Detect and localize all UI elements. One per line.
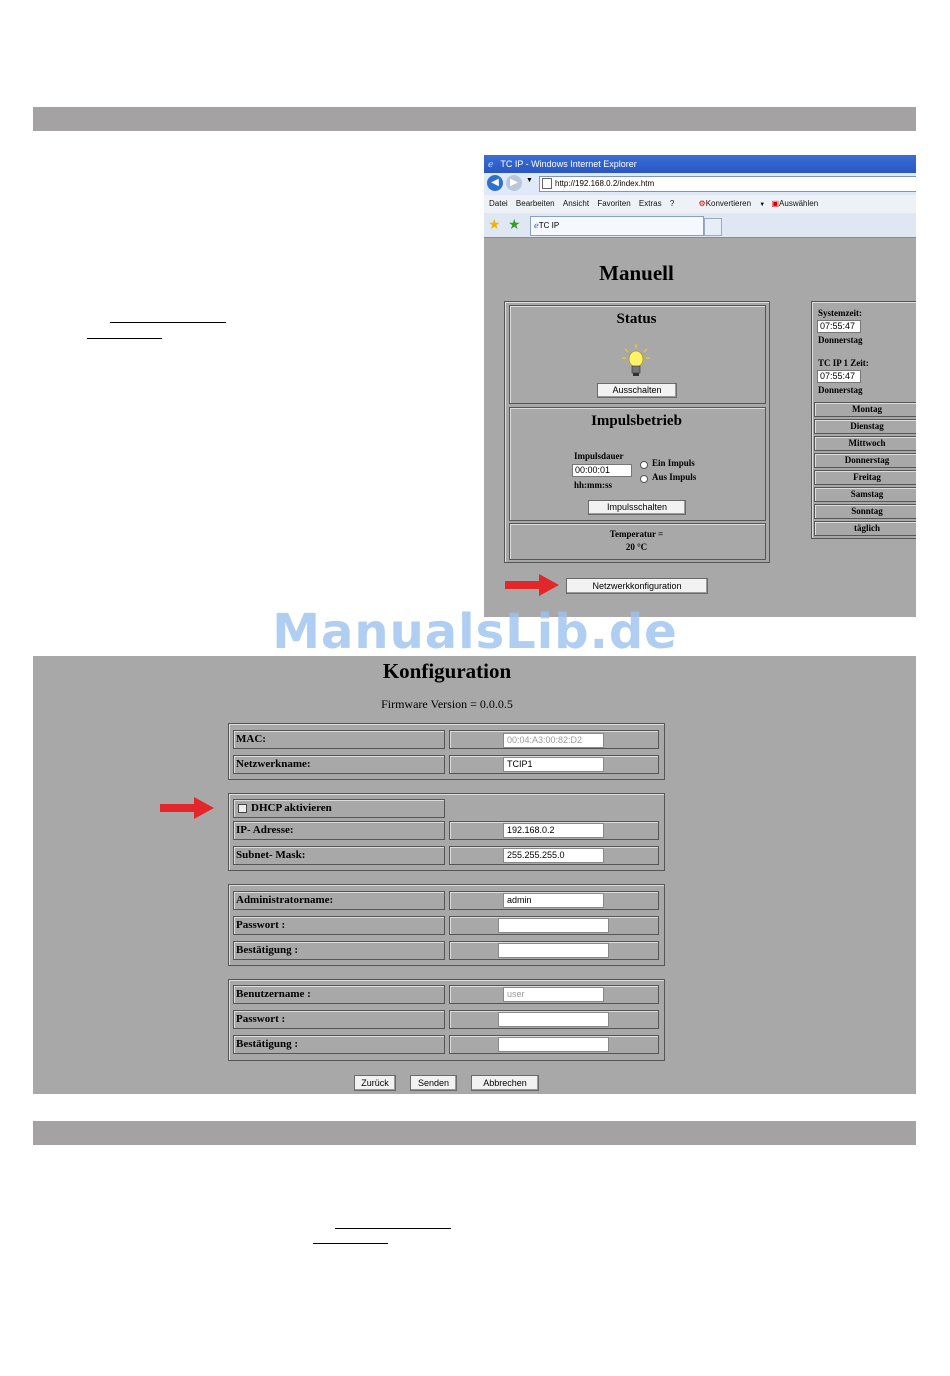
user-passwort-input[interactable] (498, 1012, 609, 1027)
status-title: Status (616, 311, 657, 327)
menu-item-help[interactable]: ? (669, 199, 675, 208)
abbrechen-button[interactable]: Abbrechen (471, 1075, 539, 1091)
page-icon (542, 178, 552, 189)
day-button-montag[interactable]: Montag (814, 402, 916, 417)
ausschalten-button[interactable]: Ausschalten (597, 383, 677, 398)
menu-item-extras[interactable]: Extras (638, 199, 662, 208)
ein-impuls-label: Ein Impuls (652, 458, 695, 468)
day-button-samstag[interactable]: Samstag (814, 487, 916, 502)
select-button[interactable]: Auswählen (779, 199, 819, 208)
convert-dropdown-icon[interactable]: ▼ (759, 202, 766, 208)
menu-item-favoriten[interactable]: Favoriten (597, 199, 631, 208)
menu-item-ansicht[interactable]: Ansicht (562, 199, 590, 208)
browser-tab[interactable] (530, 216, 704, 236)
user-bestaetigung-input[interactable] (498, 1037, 609, 1052)
footer-band (33, 1121, 916, 1145)
impulsschalten-button[interactable]: Impulsschalten (588, 500, 686, 515)
back-icon[interactable]: ◀ (487, 175, 503, 191)
admin-label: Administratorname: (233, 891, 445, 910)
underline-decoration (313, 1243, 388, 1244)
ip-input[interactable]: 192.168.0.2 (503, 823, 604, 838)
mac-label: MAC: (233, 730, 445, 749)
zurueck-button[interactable]: Zurück (354, 1075, 396, 1091)
firmware-version: Firmware Version = 0.0.0.5 (381, 697, 513, 711)
day-button-donnerstag[interactable]: Donnerstag (814, 453, 916, 468)
day-button-mittwoch[interactable]: Mittwoch (814, 436, 916, 451)
konfiguration-screenshot (33, 656, 916, 1094)
menu-item-bearbeiten[interactable]: Bearbeiten (515, 199, 555, 208)
temperature-line2: 20 °C (625, 542, 648, 552)
user-bestaetigung-label: Bestätigung : (233, 1035, 445, 1054)
dhcp-checkbox[interactable] (238, 804, 247, 813)
systemzeit-value: 07:55:47 (817, 320, 861, 333)
convert-button[interactable]: Konvertieren (705, 199, 752, 208)
tcip-zeit-label: TC IP 1 Zeit: (818, 358, 869, 368)
day-button-sonntag[interactable]: Sonntag (814, 504, 916, 519)
dropdown-icon[interactable]: ▼ (526, 177, 533, 184)
browser-title: TC IP - Windows Internet Explorer (500, 159, 637, 169)
favorites-bar (484, 213, 916, 238)
red-arrow-icon (505, 573, 559, 597)
underline-decoration (335, 1228, 451, 1229)
impulsdauer-input[interactable]: 00:00:01 (572, 464, 632, 477)
menu-item-datei[interactable]: Datei (489, 199, 508, 208)
benutzer-label: Benutzername : (233, 985, 445, 1004)
admin-bestaetigung-input[interactable] (498, 943, 609, 958)
senden-button[interactable]: Senden (410, 1075, 457, 1091)
new-tab-button[interactable] (704, 218, 722, 236)
netzwerkname-input[interactable]: TCIP1 (503, 757, 604, 772)
underline-decoration (87, 338, 162, 339)
tab-label: TC IP (538, 221, 560, 230)
impulsbetrieb-title: Impulsbetrieb (591, 413, 682, 429)
systemzeit-label: Systemzeit: (818, 308, 862, 318)
netzwerkkonfiguration-button[interactable]: Netzwerkkonfiguration (566, 578, 708, 594)
header-band (33, 107, 916, 131)
mac-input[interactable]: 00:04:A3:00:82:D2 (503, 733, 604, 748)
tcip-zeit-value: 07:55:47 (817, 370, 861, 383)
day-button-dienstag[interactable]: Dienstag (814, 419, 916, 434)
netzwerkname-label: Netzwerkname: (233, 755, 445, 774)
benutzer-input[interactable]: user (503, 987, 604, 1002)
user-passwort-label: Passwort : (233, 1010, 445, 1029)
systemzeit-day: Donnerstag (818, 335, 863, 345)
ein-impuls-radio[interactable] (640, 461, 648, 469)
manuell-heading: Manuell (599, 261, 674, 285)
konfiguration-heading: Konfiguration (382, 659, 512, 683)
menu-bar (484, 195, 916, 213)
forward-icon[interactable]: ▶ (506, 175, 522, 191)
temperature-line1: Temperatur = (609, 529, 664, 539)
url-text: http://192.168.0.2/index.htm (555, 179, 655, 188)
underline-decoration (110, 322, 226, 323)
address-bar-row (484, 173, 916, 195)
day-button-taeglich[interactable]: täglich (814, 521, 916, 536)
lightbulb-icon (622, 343, 650, 379)
admin-bestaetigung-label: Bestätigung : (233, 941, 445, 960)
convert-icon: ⚙ (698, 199, 706, 208)
watermark: ManualsLib.de (272, 604, 678, 660)
dhcp-label-cell (233, 799, 445, 818)
select-icon: ▣ (771, 199, 780, 208)
subnet-input[interactable]: 255.255.255.0 (503, 848, 604, 863)
red-arrow-icon (160, 796, 214, 820)
tab-page-icon: ℯ (534, 221, 539, 230)
ie-logo-icon: ℯ (488, 159, 494, 169)
admin-input[interactable]: admin (503, 893, 604, 908)
admin-passwort-label: Passwort : (233, 916, 445, 935)
add-favorite-icon[interactable]: ★ (508, 216, 521, 232)
subnet-label: Subnet- Mask: (233, 846, 445, 865)
aus-impuls-radio[interactable] (640, 475, 648, 483)
day-button-freitag[interactable]: Freitag (814, 470, 916, 485)
ip-label: IP- Adresse: (233, 821, 445, 840)
admin-passwort-input[interactable] (498, 918, 609, 933)
tcip-zeit-day: Donnerstag (818, 385, 863, 395)
url-field[interactable] (539, 176, 916, 192)
browser-titlebar (484, 155, 916, 173)
impulsdauer-label: Impulsdauer (574, 451, 624, 461)
dhcp-label: DHCP aktivieren (251, 802, 332, 814)
aus-impuls-label: Aus Impuls (652, 472, 697, 482)
browser-screenshot (484, 155, 916, 617)
favorites-star-icon[interactable]: ★ (488, 216, 501, 232)
time-format-label: hh:mm:ss (574, 480, 613, 490)
